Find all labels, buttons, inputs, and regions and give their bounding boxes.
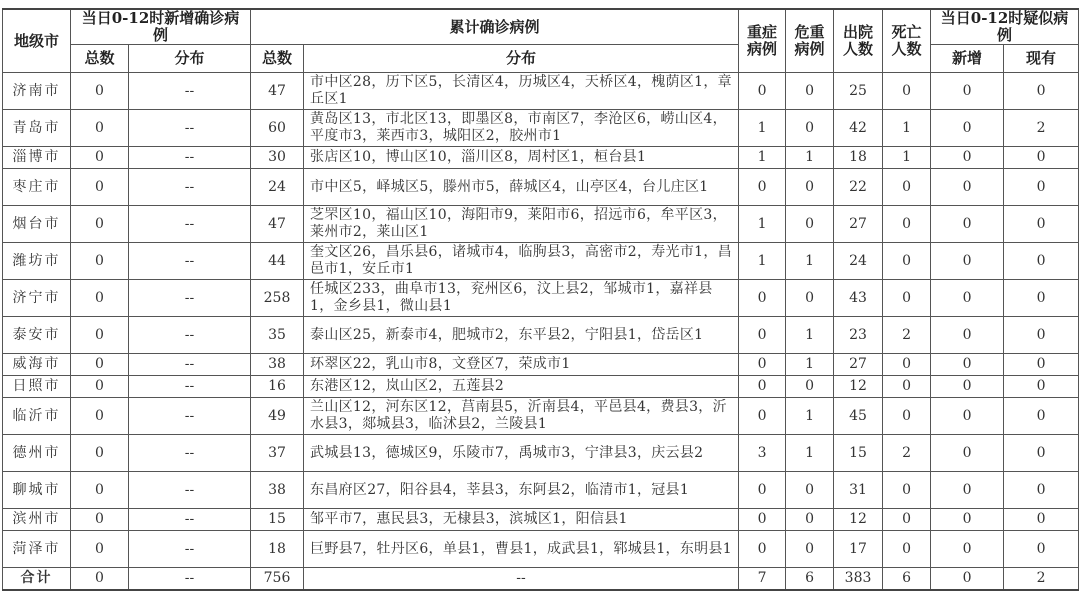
header-suspected: 当日0-12时疑似病例: [931, 9, 1079, 45]
cell-city: 青岛市: [3, 110, 71, 147]
cell-city: 滨州市: [3, 509, 71, 531]
cell-new-dist: --: [129, 435, 251, 472]
cell-deaths: 0: [883, 243, 931, 280]
cell-city: 淄博市: [3, 147, 71, 169]
cell-cum-total: 15: [251, 509, 304, 531]
cell-cum-dist: 东昌府区27，阳谷县4，莘县3，东阿县2，临清市1，冠县1: [304, 472, 739, 509]
header-new-total: 总数: [71, 45, 129, 73]
cell-critical: 0: [786, 509, 834, 531]
cell-suspect-current: 0: [1004, 73, 1079, 110]
total-row: [3, 568, 1079, 591]
cell-discharged: 45: [834, 398, 883, 435]
cell-new-total: 0: [71, 376, 129, 398]
cell-new-total: 0: [71, 398, 129, 435]
cell-new-dist: --: [129, 509, 251, 531]
cell-deaths: 2: [883, 435, 931, 472]
cell-new-total: 0: [71, 147, 129, 169]
cell-suspect-current: 0: [1004, 531, 1079, 568]
cell-suspect-new: 0: [931, 531, 1004, 568]
cell-suspect-new: 0: [931, 73, 1004, 110]
cell-suspect-new: 0: [931, 280, 1004, 317]
cell-suspect-new: 0: [931, 110, 1004, 147]
cell-suspect-new: 0: [931, 472, 1004, 509]
cell-new-total: 0: [71, 243, 129, 280]
cell-new-total: 0: [71, 317, 129, 354]
table-row: [3, 243, 1079, 280]
cell-severe: 1: [739, 110, 786, 147]
cell-city: 菏泽市: [3, 531, 71, 568]
cell-deaths: 0: [883, 280, 931, 317]
cell-critical: 0: [786, 376, 834, 398]
cell-discharged: 23: [834, 317, 883, 354]
cell-deaths: 0: [883, 206, 931, 243]
cell-discharged: 22: [834, 169, 883, 206]
table-body: [3, 73, 1079, 591]
cell-city: 合计: [3, 568, 71, 591]
table-row: [3, 317, 1079, 354]
cell-cum-dist: 任城区233，曲阜市13，兖州区6，汶上县2，邹城市1，嘉祥县1，金乡县1，微山县1: [304, 280, 739, 317]
cell-suspect-new: 0: [931, 376, 1004, 398]
cell-critical: 0: [786, 73, 834, 110]
cell-severe: 0: [739, 280, 786, 317]
cell-suspect-new: 0: [931, 147, 1004, 169]
cell-suspect-new: 0: [931, 169, 1004, 206]
cell-critical: 1: [786, 435, 834, 472]
cell-new-dist: --: [129, 169, 251, 206]
cell-discharged: 18: [834, 147, 883, 169]
cell-cum-total: 38: [251, 472, 304, 509]
cell-cum-dist: 市中区5，峄城区5，滕州市5，薛城区4，山亭区4，台儿庄区1: [304, 169, 739, 206]
cell-new-total: 0: [71, 531, 129, 568]
cell-deaths: 0: [883, 354, 931, 376]
cell-suspect-current: 0: [1004, 398, 1079, 435]
cell-cum-dist: 奎文区26，昌乐县6，诸城市4，临朐县3，高密市2，寿光市1，昌邑市1，安丘市1: [304, 243, 739, 280]
cell-cum-dist: 邹平市7，惠民县3，无棣县3，滨城区1，阳信县1: [304, 509, 739, 531]
cell-city: 济南市: [3, 73, 71, 110]
cell-new-total: 0: [71, 435, 129, 472]
cell-severe: 0: [739, 398, 786, 435]
cell-cum-total: 30: [251, 147, 304, 169]
cell-discharged: 27: [834, 206, 883, 243]
cell-suspect-new: 0: [931, 243, 1004, 280]
cell-suspect-new: 0: [931, 317, 1004, 354]
header-cum-total: 总数: [251, 45, 304, 73]
cell-suspect-current: 0: [1004, 435, 1079, 472]
cell-critical: 1: [786, 317, 834, 354]
cell-discharged: 17: [834, 531, 883, 568]
cell-discharged: 43: [834, 280, 883, 317]
cell-suspect-current: 0: [1004, 354, 1079, 376]
cell-discharged: 25: [834, 73, 883, 110]
cell-severe: 1: [739, 243, 786, 280]
table-row: [3, 206, 1079, 243]
cell-deaths: 1: [883, 110, 931, 147]
cell-city: 临沂市: [3, 398, 71, 435]
cell-deaths: 0: [883, 398, 931, 435]
cell-city: 聊城市: [3, 472, 71, 509]
cell-suspect-new: 0: [931, 206, 1004, 243]
cell-new-total: 0: [71, 354, 129, 376]
cell-suspect-current: 0: [1004, 509, 1079, 531]
covid-case-table: [2, 8, 1079, 591]
cell-cum-dist: --: [304, 568, 739, 591]
cell-new-total: 0: [71, 509, 129, 531]
table-row: [3, 110, 1079, 147]
cell-new-dist: --: [129, 243, 251, 280]
cell-suspect-new: 0: [931, 398, 1004, 435]
cell-new-dist: --: [129, 354, 251, 376]
cell-suspect-current: 0: [1004, 472, 1079, 509]
cell-suspect-current: 2: [1004, 110, 1079, 147]
cell-deaths: 6: [883, 568, 931, 591]
cell-critical: 0: [786, 206, 834, 243]
cell-deaths: 0: [883, 509, 931, 531]
cell-critical: 0: [786, 472, 834, 509]
cell-deaths: 1: [883, 147, 931, 169]
header-cum-dist: 分布: [304, 45, 739, 73]
cell-cum-dist: 兰山区12，河东区12，莒南县5，沂南县4，平邑县4，费县3，沂水县3，郯城县3，临沭县2，兰陵县1: [304, 398, 739, 435]
cell-severe: 0: [739, 531, 786, 568]
cell-cum-total: 47: [251, 206, 304, 243]
cell-cum-total: 44: [251, 243, 304, 280]
cell-new-dist: --: [129, 73, 251, 110]
cell-critical: 0: [786, 280, 834, 317]
cell-suspect-current: 0: [1004, 147, 1079, 169]
cell-new-total: 0: [71, 280, 129, 317]
cell-new-total: 0: [71, 472, 129, 509]
cell-suspect-current: 2: [1004, 568, 1079, 591]
table-row: [3, 169, 1079, 206]
cell-new-dist: --: [129, 317, 251, 354]
cell-city: 潍坊市: [3, 243, 71, 280]
cell-new-dist: --: [129, 472, 251, 509]
header-city: 地级市: [3, 9, 71, 73]
cell-cum-total: 258: [251, 280, 304, 317]
cell-new-dist: --: [129, 280, 251, 317]
cell-severe: 0: [739, 376, 786, 398]
cell-cum-dist: 泰山区25，新泰市4，肥城市2，东平县2，宁阳县1，岱岳区1: [304, 317, 739, 354]
cell-cum-total: 756: [251, 568, 304, 591]
cell-new-dist: --: [129, 206, 251, 243]
cell-cum-total: 18: [251, 531, 304, 568]
table-row: [3, 435, 1079, 472]
cell-suspect-current: 0: [1004, 206, 1079, 243]
cell-deaths: 0: [883, 169, 931, 206]
cell-new-total: 0: [71, 206, 129, 243]
cell-severe: 0: [739, 472, 786, 509]
cell-city: 日照市: [3, 376, 71, 398]
cell-discharged: 383: [834, 568, 883, 591]
cell-cum-dist: 芝罘区10，福山区10，海阳市9，莱阳市6，招远市6，牟平区3，莱州市2，莱山区1: [304, 206, 739, 243]
table-row: [3, 398, 1079, 435]
cell-deaths: 0: [883, 531, 931, 568]
cell-deaths: 0: [883, 376, 931, 398]
cell-new-total: 0: [71, 169, 129, 206]
cell-suspect-current: 0: [1004, 280, 1079, 317]
header-discharged: 出院人数: [834, 9, 883, 73]
cell-deaths: 0: [883, 73, 931, 110]
table-row: [3, 509, 1079, 531]
cell-cum-total: 38: [251, 354, 304, 376]
cell-severe: 1: [739, 206, 786, 243]
cell-discharged: 27: [834, 354, 883, 376]
table-row: [3, 354, 1079, 376]
cell-cum-total: 49: [251, 398, 304, 435]
cell-critical: 0: [786, 110, 834, 147]
cell-cum-total: 37: [251, 435, 304, 472]
cell-cum-dist: 黄岛区13，市北区13，即墨区8，市南区7，李沧区6，崂山区4，平度市3，莱西市3，城阳区2，胶州市1: [304, 110, 739, 147]
cell-suspect-current: 0: [1004, 169, 1079, 206]
cell-discharged: 24: [834, 243, 883, 280]
cell-cum-total: 35: [251, 317, 304, 354]
cell-cum-dist: 东港区12，岚山区2，五莲县2: [304, 376, 739, 398]
cell-cum-dist: 巨野县7，牡丹区6，单县1，曹县1，成武县1，郓城县1，东明县1: [304, 531, 739, 568]
cell-suspect-current: 0: [1004, 243, 1079, 280]
cell-cum-dist: 张店区10，博山区10，淄川区8，周村区1，桓台县1: [304, 147, 739, 169]
cell-critical: 0: [786, 169, 834, 206]
cell-critical: 1: [786, 354, 834, 376]
header-severe: 重症病例: [739, 9, 786, 73]
cell-new-dist: --: [129, 110, 251, 147]
table-row: [3, 280, 1079, 317]
cell-new-total: 0: [71, 73, 129, 110]
table-row: [3, 73, 1079, 110]
cell-cum-total: 16: [251, 376, 304, 398]
cell-critical: 1: [786, 147, 834, 169]
cell-discharged: 12: [834, 376, 883, 398]
cell-cum-total: 60: [251, 110, 304, 147]
header-new-dist: 分布: [129, 45, 251, 73]
cell-critical: 0: [786, 531, 834, 568]
cell-new-dist: --: [129, 568, 251, 591]
cell-city: 德州市: [3, 435, 71, 472]
header-new-confirmed: 当日0-12时新增确诊病例: [71, 9, 251, 45]
cell-severe: 0: [739, 509, 786, 531]
cell-discharged: 15: [834, 435, 883, 472]
cell-cum-dist: 武城县13，德城区9，乐陵市7，禹城市3，宁津县3，庆云县2: [304, 435, 739, 472]
header-critical: 危重病例: [786, 9, 834, 73]
cell-new-dist: --: [129, 376, 251, 398]
cell-suspect-new: 0: [931, 435, 1004, 472]
cell-city: 泰安市: [3, 317, 71, 354]
cell-discharged: 12: [834, 509, 883, 531]
cell-cum-dist: 市中区28，历下区5，长清区4，历城区4，天桥区4，槐荫区1，章丘区1: [304, 73, 739, 110]
cell-discharged: 31: [834, 472, 883, 509]
cell-new-dist: --: [129, 531, 251, 568]
cell-cum-total: 24: [251, 169, 304, 206]
cell-severe: 0: [739, 354, 786, 376]
cell-city: 烟台市: [3, 206, 71, 243]
cell-severe: 3: [739, 435, 786, 472]
cell-new-total: 0: [71, 568, 129, 591]
cell-suspect-current: 0: [1004, 376, 1079, 398]
cell-severe: 0: [739, 73, 786, 110]
cell-city: 枣庄市: [3, 169, 71, 206]
cell-deaths: 0: [883, 472, 931, 509]
table-row: [3, 147, 1079, 169]
table-row: [3, 376, 1079, 398]
cell-critical: 6: [786, 568, 834, 591]
cell-city: 威海市: [3, 354, 71, 376]
header-cumulative-confirmed: 累计确诊病例: [251, 9, 739, 45]
table-row: [3, 531, 1079, 568]
cell-severe: 1: [739, 147, 786, 169]
cell-new-total: 0: [71, 110, 129, 147]
cell-suspect-new: 0: [931, 354, 1004, 376]
cell-severe: 0: [739, 317, 786, 354]
cell-suspect-new: 0: [931, 568, 1004, 591]
cell-suspect-current: 0: [1004, 317, 1079, 354]
cell-deaths: 2: [883, 317, 931, 354]
cell-city: 济宁市: [3, 280, 71, 317]
table-row: [3, 472, 1079, 509]
cell-discharged: 42: [834, 110, 883, 147]
cell-severe: 7: [739, 568, 786, 591]
header-suspect-new: 新增: [931, 45, 1004, 73]
cell-suspect-new: 0: [931, 509, 1004, 531]
cell-cum-total: 47: [251, 73, 304, 110]
header-deaths: 死亡人数: [883, 9, 931, 73]
cell-new-dist: --: [129, 147, 251, 169]
header-suspect-current: 现有: [1004, 45, 1079, 73]
cell-new-dist: --: [129, 398, 251, 435]
cell-critical: 1: [786, 243, 834, 280]
cell-critical: 1: [786, 398, 834, 435]
cell-severe: 0: [739, 169, 786, 206]
cell-cum-dist: 环翠区22，乳山市8，文登区7，荣成市1: [304, 354, 739, 376]
